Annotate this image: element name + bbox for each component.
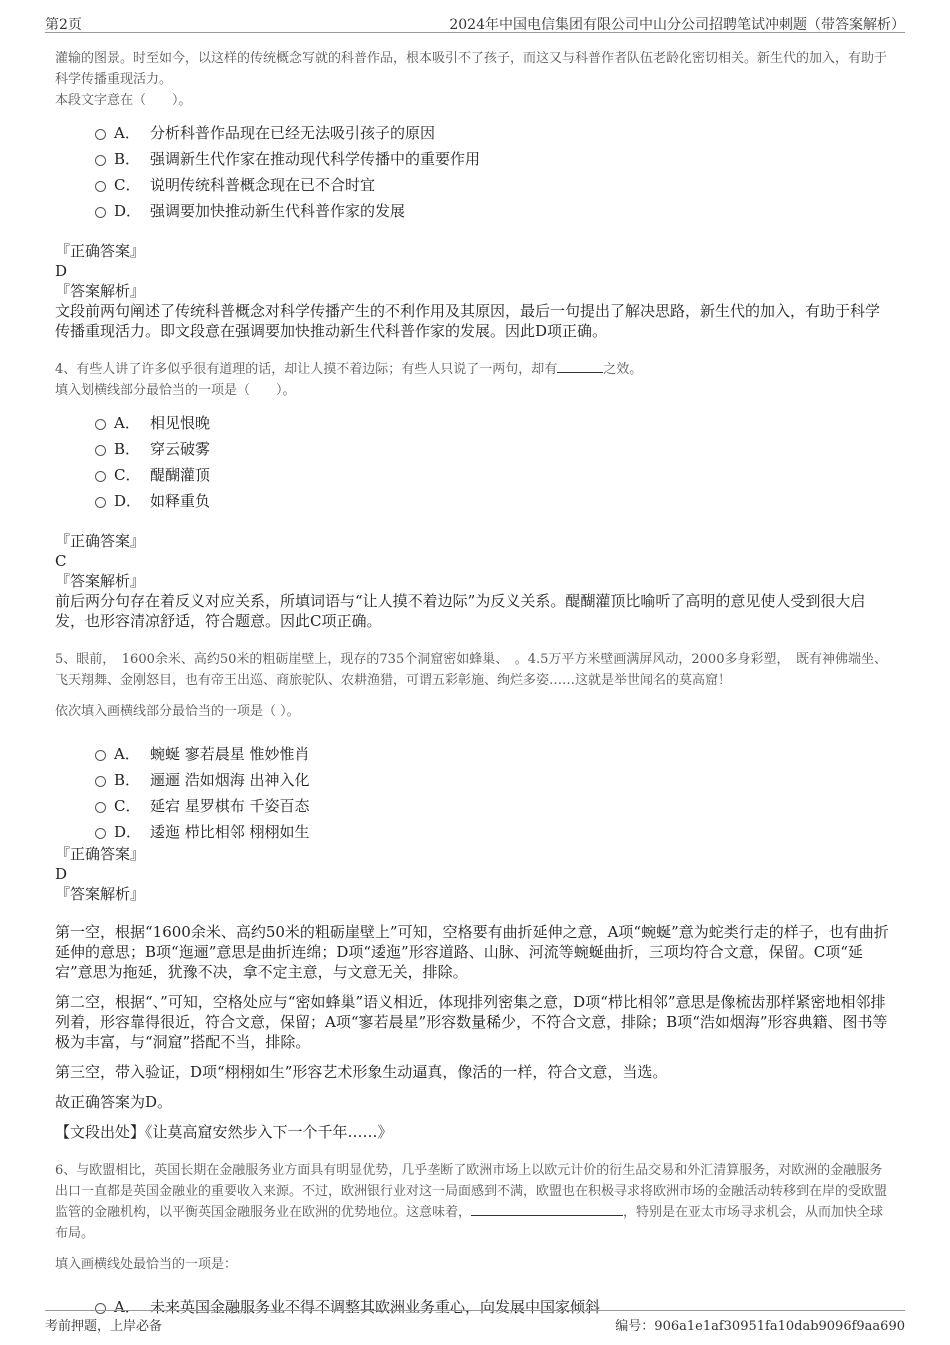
q4-option-d[interactable]: D． 如释重负 <box>95 487 890 513</box>
q4-answer: C <box>55 552 67 570</box>
q5-analysis-p4: 故正确答案为D。 <box>55 1093 173 1111</box>
q4-stem: 4、有些人讲了许多似乎很有道理的话，却让人摸不着边际；有些人只说了一两句，却有 之效。 <box>55 362 643 377</box>
q4-options <box>95 409 890 513</box>
radio-icon[interactable] <box>95 155 106 166</box>
q4-option-c[interactable]: C． 醍醐灌顶 <box>95 461 890 487</box>
radio-icon[interactable] <box>95 445 106 456</box>
radio-icon[interactable] <box>95 181 106 192</box>
q3-prompt: 本段文字意在（ ）。 <box>55 93 192 108</box>
q5-option-b[interactable]: B． 逦逦 浩如烟海 出神入化 <box>95 766 890 792</box>
q5-option-a[interactable]: A． 蜿蜒 寥若晨星 惟妙惟肖 <box>95 740 890 766</box>
q5-options <box>95 740 890 844</box>
q6-stem: 6、与欧盟相比，英国长期在金融服务业方面具有明显优势，几乎垄断了欧洲市场上以欧元计价的衍生品交易和外汇清算服务，对欧洲的金融服务出口一直都是英国金融业的重要收入来源。不过，欧洲银行业对这一局面感到不满，欧盟也在积极寻求将欧洲市场的金融活动转移到在岸的受欧盟监管的金融机构，以平衡英国金融服务业在欧洲的优势地位。这意味着， ，特别是在亚太市场寻求机会，从而加快全球布局。 <box>55 1163 888 1241</box>
document-id: 编号：906a1e1af30951fa10dab9096f9aa690 <box>615 1319 905 1334</box>
q3-option-d[interactable]: D． 强调要加快推动新生代科普作家的发展 <box>95 197 890 223</box>
q3-option-a[interactable]: A． 分析科普作品现在已经无法吸引孩子的原因 <box>95 119 890 145</box>
q5-answer: D <box>55 865 68 883</box>
radio-icon[interactable] <box>95 776 106 787</box>
q5-option-d[interactable]: D． 逶迤 栉比相邻 栩栩如生 <box>95 818 890 844</box>
q5-analysis-p2: 第二空，根据“、”可知，空格处应与“密如蜂巢”语义相近，体现排列密集之意，D项“栉比相邻”意思是像梳齿那样紧密地相邻排列着，形容靠得很近，符合文意，保留；A项“寥若晨星”形容数量稀少，不符合文意，排除；B项“浩如烟海”形容典籍、图书等极为丰富，与“洞窟”搭配不当，排除。 <box>55 993 888 1051</box>
q6-prompt: 填入画横线处最恰当的一项是： <box>55 1257 238 1272</box>
q3-option-b[interactable]: B． 强调新生代作家在推动现代科学传播中的重要作用 <box>95 145 890 171</box>
radio-icon[interactable] <box>95 471 106 482</box>
q6-option-a[interactable]: A． 未来英国金融服务业不得不调整其欧洲业务重心，向发展中国家倾斜 <box>95 1293 890 1319</box>
q5-prompt: 依次填入画横线部分最恰当的一项是（ ）。 <box>55 704 300 719</box>
q3-analysis-label: 『答案解析』 <box>55 282 146 300</box>
radio-icon[interactable] <box>95 497 106 508</box>
radio-icon[interactable] <box>95 802 106 813</box>
q3-analysis: 文段前两句阐述了传统科普概念对科学传播产生的不利作用及其原因，最后一句提出了解决思路，新生代的加入，有助于科学传播重现活力。即文段意在强调要加快推动新生代科普作家的发展。因此D项正确。 <box>55 302 881 340</box>
q5-answer-label: 『正确答案』 <box>55 845 146 863</box>
page-number: 第2页 <box>45 17 82 33</box>
q4-analysis-label: 『答案解析』 <box>55 572 146 590</box>
page-header <box>45 10 905 33</box>
q4-answer-label: 『正确答案』 <box>55 532 146 550</box>
document-title: 2024年中国电信集团有限公司中山分公司招聘笔试冲刺题（带答案解析） <box>449 17 905 33</box>
q4-prompt: 填入划横线部分最恰当的一项是（ ）。 <box>55 383 296 398</box>
q5-analysis-p3: 第三空，带入验证，D项“栩栩如生”形容艺术形象生动逼真，像活的一样，符合文意，当选。 <box>55 1063 668 1081</box>
q3-passage: 灌输的图景。时至如今，以这样的传统概念写就的科普作品，根本吸引不了孩子，而这又与科普作者队伍老龄化密切相关。新生代的加入，有助于科学传播重现活力。 <box>55 51 888 87</box>
page-content <box>55 48 890 1319</box>
q5-option-c[interactable]: C． 延宕 星罗棋布 千姿百态 <box>95 792 890 818</box>
radio-icon[interactable] <box>95 207 106 218</box>
q3-options <box>95 119 890 223</box>
q3-answer-label: 『正确答案』 <box>55 242 146 260</box>
q5-analysis-p1: 第一空，根据“1600余米、高约50米的粗砺崖壁上”可知，空格要有曲折延伸之意，A项“蜿蜒”意为蛇类行走的样子，也有曲折延伸的意思；B项“迤逦”意思是曲折连绵；D项“逶迤”形容道路、山脉、河流等蜿蜒曲折，三项均符合文意，保留。C项“延宕”意思为拖延，犹豫不决，拿不定主意，与文意无关，排除。 <box>55 923 889 981</box>
q3-option-c[interactable]: C． 说明传统科普概念现在已不合时宜 <box>95 171 890 197</box>
blank-line <box>471 1203 623 1216</box>
q5-analysis-label: 『答案解析』 <box>55 885 146 903</box>
q4-option-a[interactable]: A． 相见恨晚 <box>95 409 890 435</box>
q3-answer: D <box>55 262 68 280</box>
radio-icon[interactable] <box>95 828 106 839</box>
footer-slogan: 考前押题，上岸必备 <box>45 1319 163 1334</box>
q4-option-b[interactable]: B． 穿云破雾 <box>95 435 890 461</box>
q5-source: 【文段出处】《让莫高窟安然步入下一个千年……》 <box>55 1123 393 1141</box>
radio-icon[interactable] <box>95 129 106 140</box>
blank-line <box>557 360 603 373</box>
radio-icon[interactable] <box>95 419 106 430</box>
radio-icon[interactable] <box>95 750 106 761</box>
q4-analysis: 前后两分句存在着反义对应关系，所填词语与“让人摸不着边际”为反义关系。醍醐灌顶比喻听了高明的意见使人受到很大启发，也形容清凉舒适，符合题意。因此C项正确。 <box>55 592 866 630</box>
page-footer <box>45 1310 905 1337</box>
q5-stem: 5、眼前， 1600余米、高约50米的粗砺崖壁上，现存的735个洞窟密如蜂巢、 。4.5万平方米壁画满屏风动，2000多身彩塑， 既有神佛端坐、飞天翔舞、金刚怒目，也有帝王出巡、商旅驼队、农耕渔猎，可谓五彩彰施、绚烂多姿……这就是举世闻名的莫高窟！ <box>55 652 887 688</box>
